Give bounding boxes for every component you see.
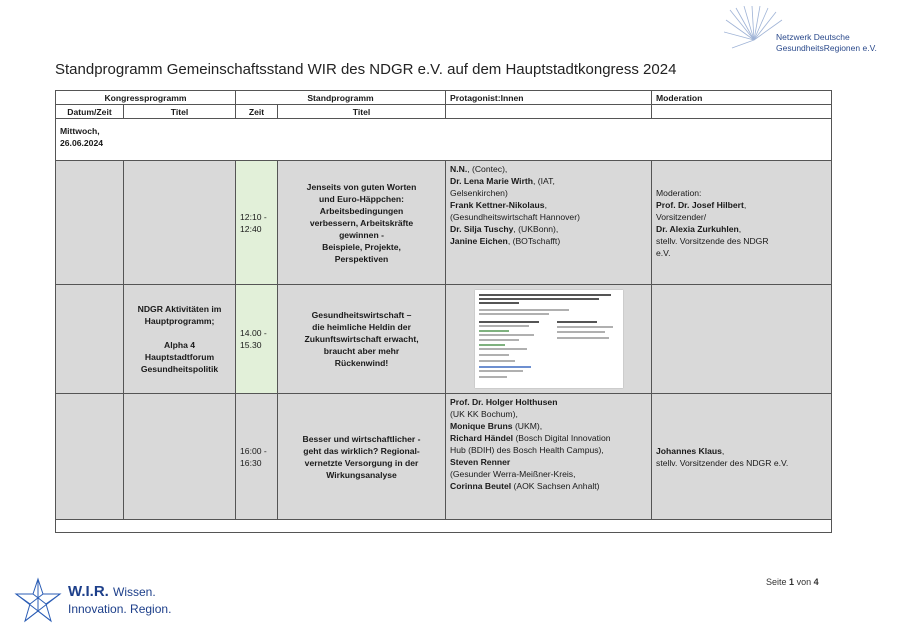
protagonist-cell <box>446 285 652 394</box>
moderation-line: Vorsitzender/ <box>656 211 707 222</box>
session-title-cell <box>278 394 446 520</box>
protagonist-name: Janine Eichen <box>450 236 508 246</box>
session-title-cell <box>278 161 446 285</box>
zeit-start: 12:10 - <box>240 211 267 222</box>
protagonist-affil: (Gesunder Werra-Meißner-Kreis, <box>450 469 576 479</box>
kongress-title-line: Gesundheitspolitik <box>140 364 219 374</box>
protagonist-line <box>450 199 647 211</box>
protagonist-name: Monique Bruns <box>450 421 513 431</box>
moderator-name: Dr. Alexia Zurkuhlen <box>656 223 739 234</box>
moderation-cell <box>652 285 832 394</box>
moderation-text: , <box>738 223 742 234</box>
protagonist-name: Dr. Lena Marie Wirth <box>450 176 534 186</box>
kongress-titel-cell <box>124 161 236 285</box>
moderation-text: , <box>721 445 725 456</box>
protagonist-line <box>450 408 647 420</box>
protagonist-line <box>450 396 647 408</box>
kongress-title-spacer <box>128 327 231 339</box>
zeit-cell <box>236 394 278 520</box>
protagonist-affil: (UK KK Bochum), <box>450 409 518 419</box>
protagonist-line <box>450 432 647 444</box>
moderator-name: Prof. Dr. Josef Hilbert <box>656 199 744 210</box>
page-title: Standprogramm Gemeinschaftsstand WIR des NDGR e.V. auf dem Hauptstadtkongress 2024 <box>55 61 677 78</box>
ndgr-logo-line2: GesundheitsRegionen e.V. <box>776 43 877 53</box>
ndgr-logo <box>694 6 894 66</box>
table-row <box>56 285 832 394</box>
zeit-end: 12:40 <box>240 223 262 234</box>
header-empty-protagonist <box>446 105 652 119</box>
session-title-line: Besser und wirtschaftlicher - <box>302 433 421 444</box>
header-zeit: Zeit <box>236 105 278 119</box>
wir-logo-tagline: Innovation. Region. <box>68 602 172 616</box>
day-row <box>56 119 832 161</box>
group-header-row <box>56 91 832 105</box>
protagonist-affil: , (Contec), <box>467 164 508 174</box>
protagonist-line <box>450 480 647 492</box>
moderation-text: , <box>743 199 747 210</box>
moderation-line <box>656 223 827 235</box>
kongress-title-line: NDGR Aktivitäten im <box>137 304 222 314</box>
kongress-title-line: Alpha 4 <box>163 340 196 350</box>
protagonist-cell <box>446 161 652 285</box>
header-datum-zeit: Datum/Zeit <box>56 105 124 119</box>
moderation-cell <box>652 161 832 285</box>
session-title-line: Perspektiven <box>334 253 389 264</box>
page-prefix: Seite <box>766 577 787 587</box>
session-title-line: die heimliche Heldin der <box>312 322 411 332</box>
moderation-line: stellv. Vorsitzende des NDGR <box>656 235 769 246</box>
ndgr-logo-line1: Netzwerk Deutsche <box>776 32 850 42</box>
page-number <box>766 577 819 587</box>
session-title-line: Wirkungsanalyse <box>326 469 397 480</box>
protagonist-name: Frank Kettner-Nikolaus <box>450 200 545 210</box>
session-title-line: Gesundheitswirtschaft – <box>311 310 412 320</box>
protagonist-affil: (UKM), <box>512 421 543 431</box>
protagonist-line <box>450 444 647 456</box>
protagonist-cell <box>446 394 652 520</box>
day-cell <box>56 119 832 161</box>
zeit-start: 14.00 - <box>240 328 267 338</box>
zeit-end: 16:30 <box>240 457 262 468</box>
protagonist-affil: Gelsenkirchen) <box>450 188 508 198</box>
header-empty-moderation <box>652 105 832 119</box>
moderation-line <box>656 445 827 457</box>
kongress-title-line: Hauptstadtforum <box>144 352 215 362</box>
star-network-icon <box>12 577 64 623</box>
protagonist-affil: , (UKBonn), <box>513 224 559 234</box>
protagonist-name: Richard Händel <box>450 433 514 443</box>
day-date: 26.06.2024 <box>60 138 104 148</box>
protagonist-line <box>450 223 647 235</box>
ndgr-logo-text <box>776 32 877 54</box>
kongress-titel-cell <box>124 285 236 394</box>
session-title-line: verbessern, Arbeitskräfte <box>309 217 414 228</box>
protagonist-line <box>450 211 647 223</box>
header-stand-titel: Titel <box>278 105 446 119</box>
program-table <box>55 90 832 533</box>
protagonist-line <box>450 235 647 247</box>
zeit-cell <box>236 161 278 285</box>
day-weekday: Mittwoch, <box>60 126 100 136</box>
moderation-line: Moderation: <box>656 187 702 198</box>
page-total: 4 <box>813 577 819 587</box>
wir-logo <box>12 577 212 627</box>
session-title-line: vernetzte Versorgung in der <box>304 457 419 468</box>
session-title-line: Rückenwind! <box>334 358 389 368</box>
protagonist-name: Prof. Dr. Holger Holthusen <box>450 397 558 407</box>
kongress-title-line: Hauptprogramm; <box>144 316 215 326</box>
protagonist-name: Steven Renner <box>450 457 511 467</box>
protagonist-affil: (Gesundheitswirtschaft Hannover) <box>450 212 580 222</box>
protagonist-line <box>450 163 647 175</box>
moderation-cell <box>652 394 832 520</box>
protagonist-affil: , (IAT, <box>533 176 555 186</box>
session-title-cell <box>278 285 446 394</box>
moderation-line: e.V. <box>656 247 671 258</box>
header-kongress-titel: Titel <box>124 105 236 119</box>
datum-cell <box>56 285 124 394</box>
session-title-line: Arbeitsbedingungen <box>319 205 404 216</box>
protagonist-name: Dr. Silja Tuschy <box>450 224 514 234</box>
moderation-line: stellv. Vorsitzender des NDGR e.V. <box>656 457 789 468</box>
protagonist-line <box>450 456 647 468</box>
protagonist-affil: (AOK Sachsen Anhalt) <box>511 481 600 491</box>
protagonist-name: N.N. <box>450 164 468 174</box>
session-title-line: Zukunftswirtschaft erwacht, <box>304 334 419 344</box>
moderator-name: Johannes Klaus <box>656 445 722 456</box>
page-current: 1 <box>789 577 795 587</box>
program-document-thumbnail <box>475 290 623 388</box>
kongress-titel-cell <box>124 394 236 520</box>
protagonist-name: Corinna Beutel <box>450 481 512 491</box>
page-mid: von <box>796 577 812 587</box>
wir-logo-brand-line <box>68 583 156 600</box>
session-title-line: Beispiele, Projekte, <box>322 241 401 252</box>
session-title-line: und Euro-Häppchen: <box>319 193 404 204</box>
table-row <box>56 161 832 285</box>
session-title-line: gewinnen - <box>339 229 384 240</box>
moderation-line <box>656 199 827 211</box>
protagonist-affil: , <box>544 200 547 210</box>
table-row <box>56 394 832 520</box>
protagonist-line <box>450 468 647 480</box>
protagonist-affil: (Bosch Digital Innovation <box>513 433 611 443</box>
datum-cell <box>56 394 124 520</box>
protagonist-affil: , (BOTschafft) <box>507 236 561 246</box>
table-row-empty <box>56 520 832 533</box>
zeit-end: 15.30 <box>240 340 262 350</box>
empty-cell <box>56 520 832 533</box>
header-kongressprogramm: Kongressprogramm <box>56 91 236 105</box>
sub-header-row <box>56 105 832 119</box>
network-rays-icon <box>724 6 784 50</box>
datum-cell <box>56 161 124 285</box>
wir-logo-word: Wissen. <box>113 585 156 599</box>
zeit-start: 16:00 - <box>240 445 267 456</box>
protagonist-affil: Hub (BDIH) des Bosch Health Campus), <box>450 445 604 455</box>
session-title-line: braucht aber mehr <box>323 346 400 356</box>
wir-logo-brand: W.I.R. <box>68 583 109 600</box>
protagonist-line <box>450 175 647 187</box>
header-moderation: Moderation <box>652 91 832 105</box>
session-title-line: geht das wirklich? Regional- <box>303 445 420 456</box>
protagonist-line <box>450 187 647 199</box>
header-protagonist: Protagonist:Innen <box>446 91 652 105</box>
zeit-cell <box>236 285 278 394</box>
session-title-line: Jenseits von guten Worten <box>306 181 417 192</box>
header-standprogramm: Standprogramm <box>236 91 446 105</box>
protagonist-line <box>450 420 647 432</box>
